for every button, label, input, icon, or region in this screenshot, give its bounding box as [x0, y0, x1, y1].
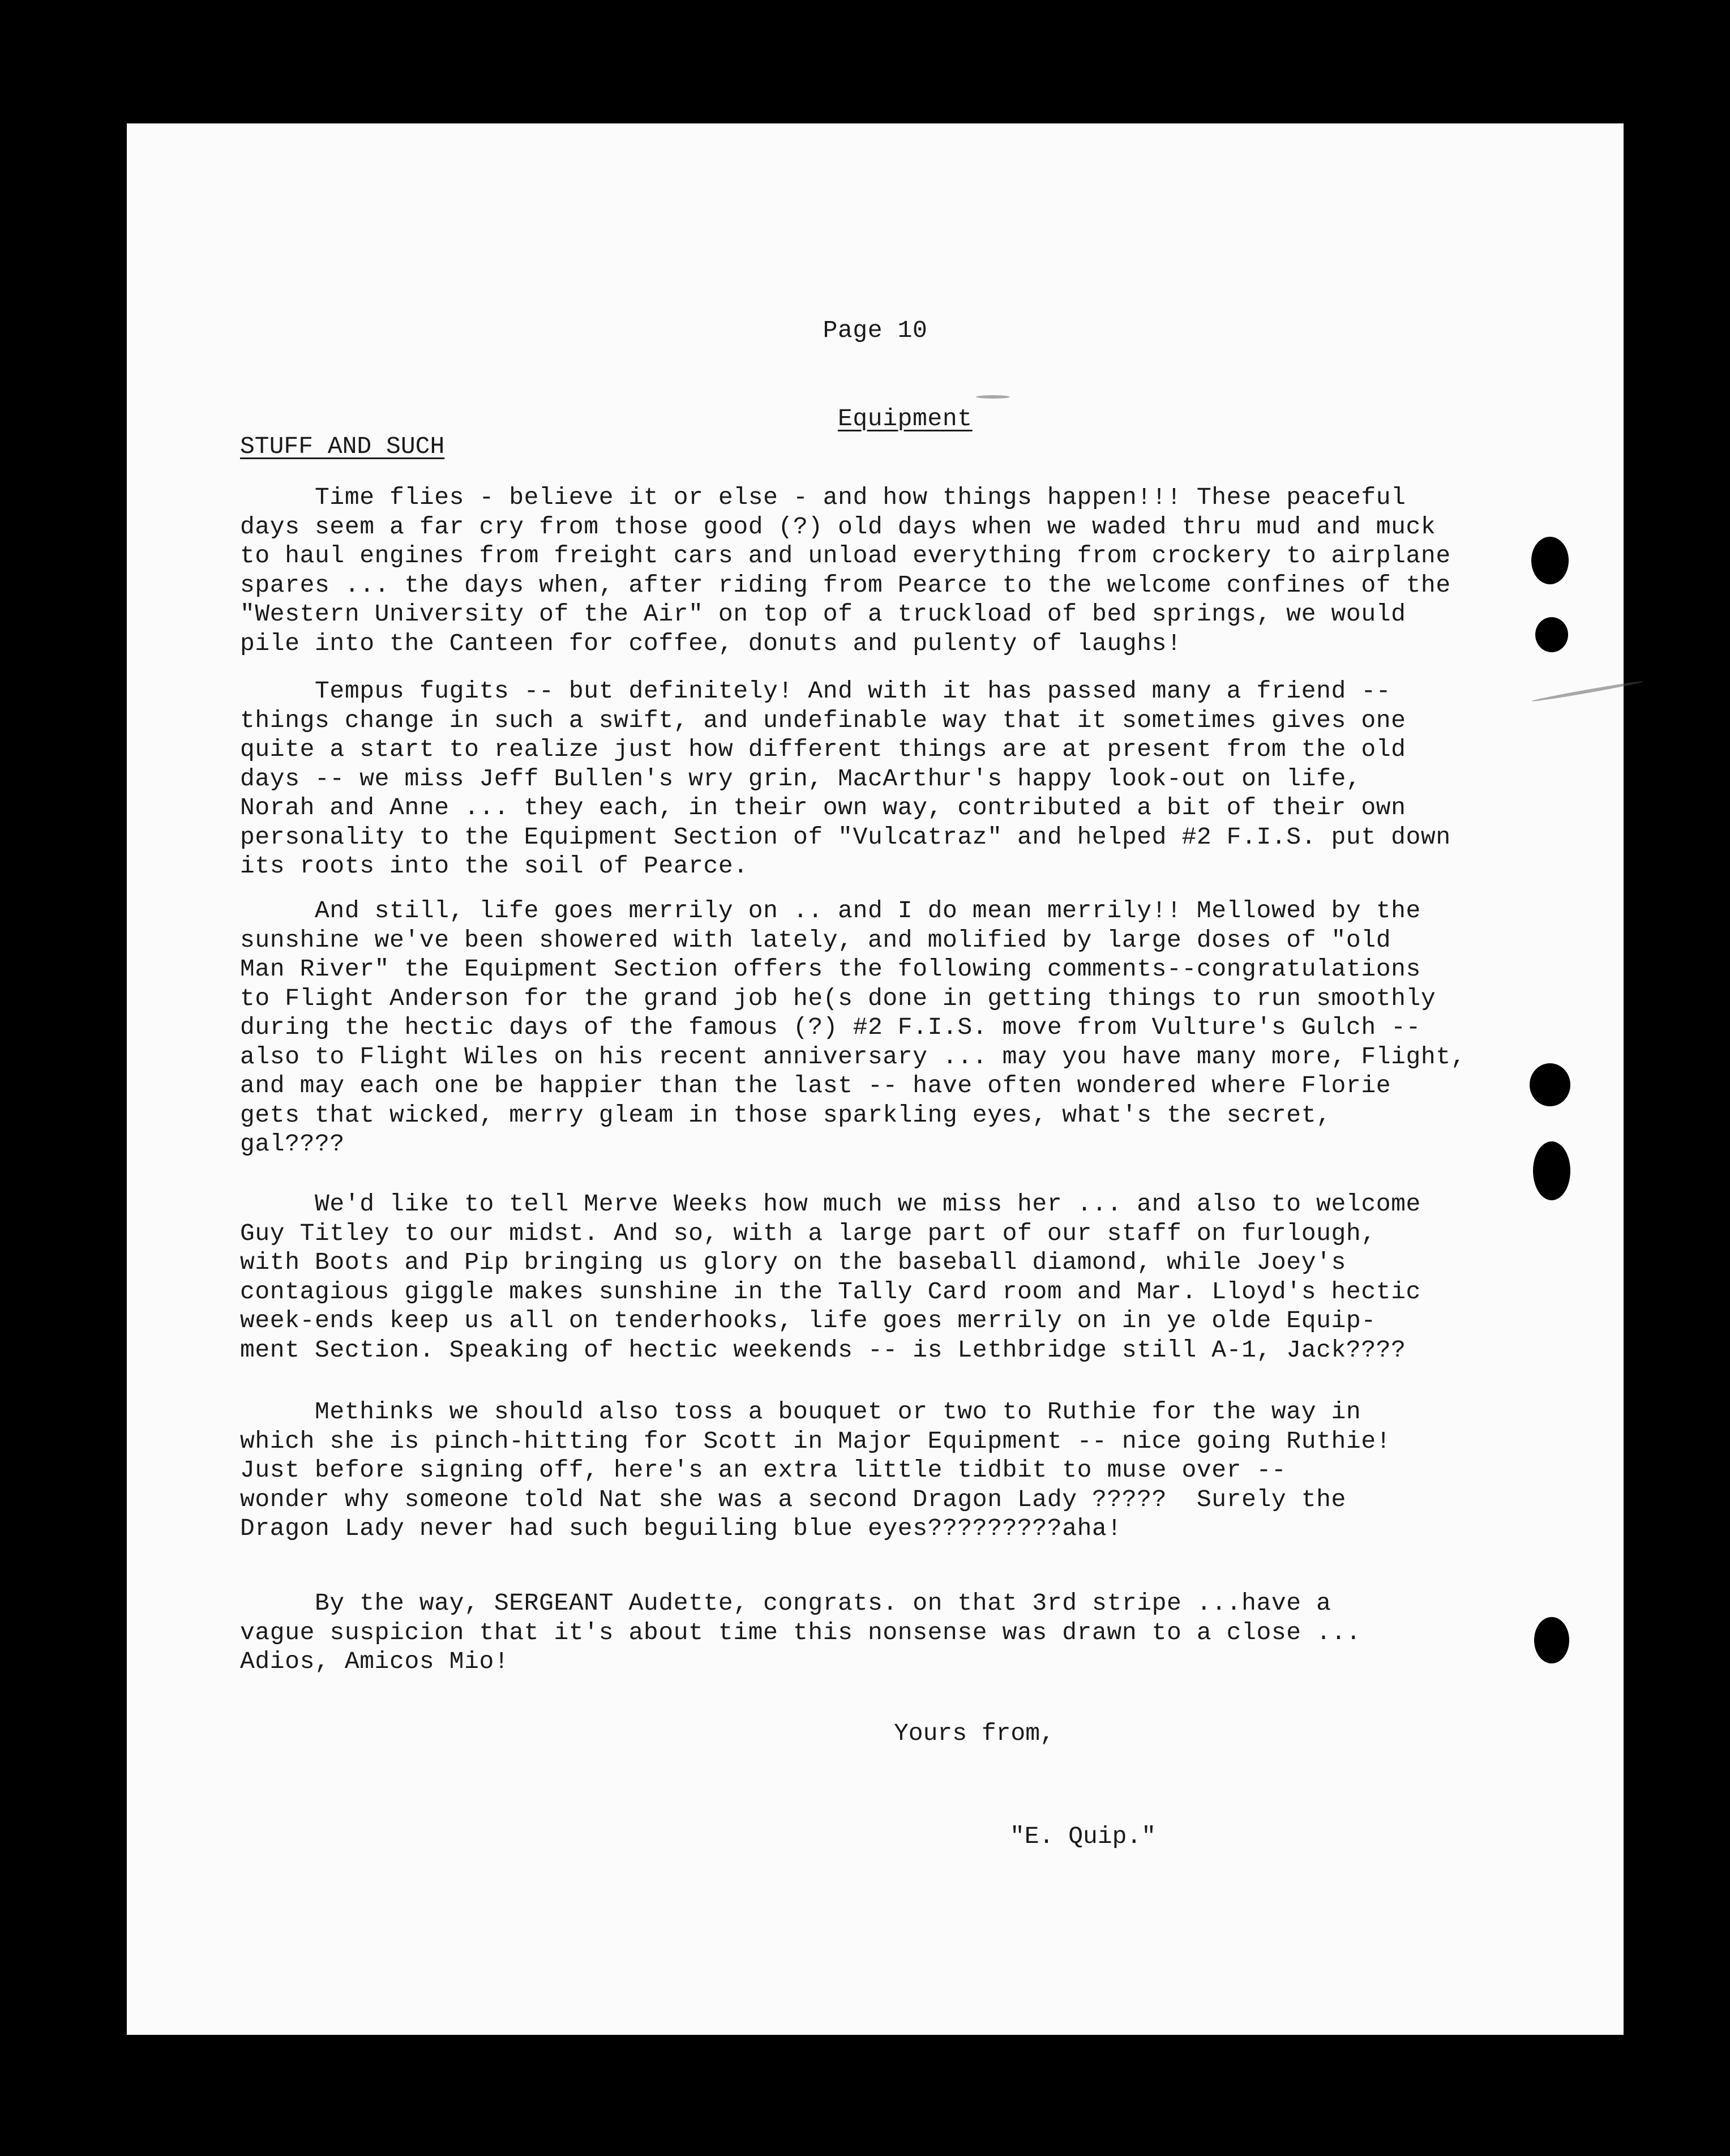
text-line: days -- we miss Jeff Bullen's wry grin, MacArthur's happy look-out on life, — [240, 764, 1361, 793]
text-line: which she is pinch-hitting for Scott in Major Equipment -- nice going Ruthie! — [240, 1427, 1391, 1455]
text-line: "Western University of the Air" on top of a truckload of bed springs, we would — [240, 600, 1406, 628]
text-line: gets that wicked, merry gleam in those sparkling eyes, what's the secret, — [240, 1101, 1331, 1129]
punch-hole — [1530, 1063, 1570, 1106]
punch-hole — [1533, 1141, 1570, 1200]
text-line: things change in such a swift, and undefinable way that it sometimes gives one — [240, 706, 1406, 734]
signature: "E. Quip." — [1010, 1823, 1157, 1850]
text-line: gal???? — [240, 1130, 345, 1158]
pencil-stroke — [1531, 680, 1643, 703]
paragraph-1 — [240, 483, 1542, 658]
text-line: during the hectic days of the famous (?) #2 F.I.S. move from Vulture's Gulch -- — [240, 1013, 1421, 1041]
text-line: week-ends keep us all on tenderhooks, life goes merrily on in ye olde Equip- — [240, 1307, 1376, 1334]
text-line: And still, life goes merrily on .. and I do mean merrily!! Mellowed by the — [240, 897, 1421, 925]
text-line: Adios, Amicos Mio! — [240, 1648, 509, 1675]
text-line: to haul engines from freight cars and unload everything from crockery to airplane — [240, 542, 1451, 570]
text-line: ment Section. Speaking of hectic weekends -- is Lethbridge still A-1, Jack???? — [240, 1336, 1406, 1364]
text-line: also to Flight Wiles on his recent anniversary ... may you have many more, Flight, — [240, 1042, 1466, 1071]
paragraph-3 — [240, 896, 1542, 1159]
text-line: Just before signing off, here's an extra little tidbit to muse over -- — [240, 1456, 1287, 1484]
text-line: with Boots and Pip bringing us glory on the baseball diamond, while Joey's — [240, 1248, 1346, 1276]
document-page — [127, 123, 1624, 2035]
text-line: Man River" the Equipment Section offers the following comments--congratulations — [240, 955, 1421, 983]
text-line: Guy Titley to our midst. And so, with a large part of our staff on furlough, — [240, 1219, 1376, 1247]
scan-speck — [976, 395, 1010, 399]
text-line: Norah and Anne ... they each, in their own way, contributed a bit of their own — [240, 794, 1406, 822]
valediction: Yours from, — [894, 1719, 1055, 1747]
text-line: vague suspicion that it's about time this nonsense was drawn to a close ... — [240, 1618, 1361, 1646]
punch-hole — [1534, 1617, 1569, 1663]
text-line: quite a start to realize just how different things are at present from the old — [240, 735, 1406, 763]
paragraph-4 — [240, 1190, 1542, 1364]
text-line: Tempus fugits -- but definitely! And with it has passed many a friend -- — [240, 677, 1391, 705]
article-heading: STUFF AND SUCH — [240, 433, 445, 460]
text-line: to Flight Anderson for the grand job he(s done in getting things to run smoothly — [240, 984, 1436, 1012]
text-line: sunshine we've been showered with lately, and molified by large doses of "old — [240, 926, 1391, 954]
text-line: spares ... the days when, after riding from Pearce to the welcome confines of the — [240, 571, 1451, 599]
punch-hole — [1531, 537, 1569, 584]
text-line: Dragon Lady never had such beguiling blue eyes?????????aha! — [240, 1515, 1122, 1542]
text-line: pile into the Canteen for coffee, donuts and pulenty of laughs! — [240, 629, 1182, 657]
paragraph-5 — [240, 1397, 1542, 1543]
text-line: By the way, SERGEANT Audette, congrats. on that 3rd stripe ...have a — [240, 1589, 1331, 1617]
text-line: its roots into the soil of Pearce. — [240, 852, 748, 880]
page-number: Page 10 — [823, 316, 928, 344]
text-line: Time flies - believe it or else - and how things happen!!! These peaceful — [240, 484, 1406, 511]
text-line: personality to the Equipment Section of "Vulcatraz" and helped #2 F.I.S. put down — [240, 823, 1451, 851]
paragraph-6 — [240, 1589, 1542, 1676]
text-line: and may each one be happier than the last -- have often wondered where Florie — [240, 1072, 1391, 1100]
text-line: contagious giggle makes sunshine in the Tally Card room and Mar. Lloyd's hectic — [240, 1277, 1421, 1306]
text-line: days seem a far cry from those good (?) old days when we waded thru mud and muck — [240, 512, 1436, 541]
paragraph-2 — [240, 677, 1542, 881]
punch-hole — [1535, 617, 1568, 652]
section-title-text: Equipment — [837, 405, 973, 433]
text-line: wonder why someone told Nat she was a second Dragon Lady ????? Surely the — [240, 1485, 1346, 1513]
text-line: We'd like to tell Merve Weeks how much we miss her ... and also to welcome — [240, 1190, 1421, 1218]
text-line: Methinks we should also toss a bouquet or two to Ruthie for the way in — [240, 1398, 1361, 1426]
